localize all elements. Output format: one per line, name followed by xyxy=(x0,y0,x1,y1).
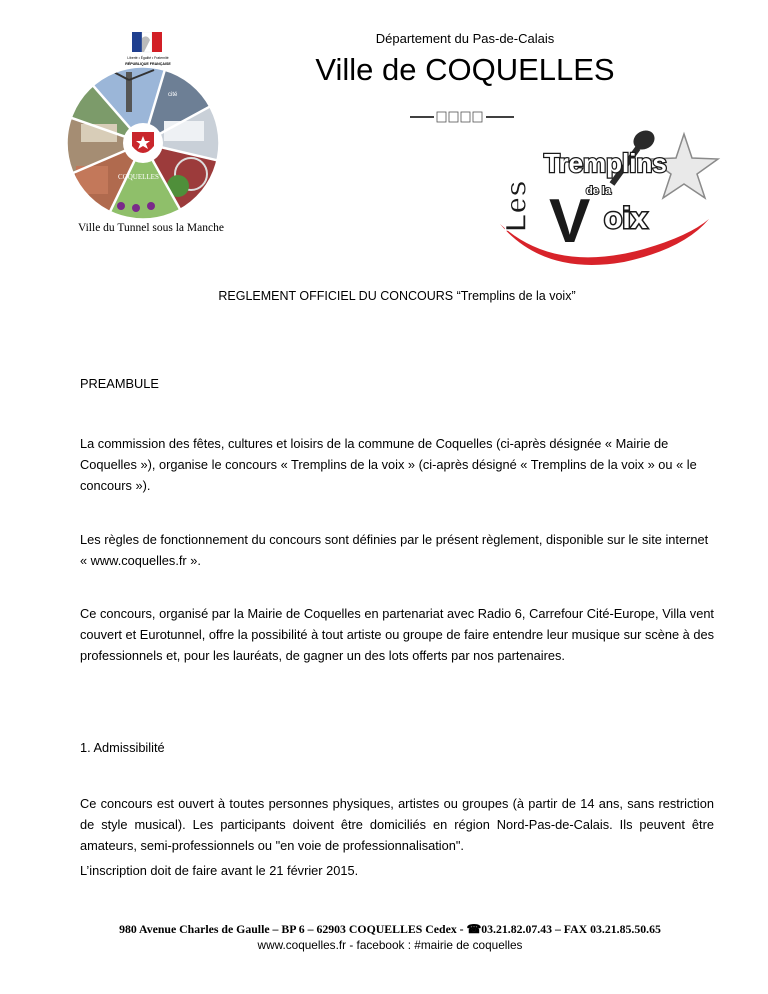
emblem-cite-label: cité xyxy=(168,92,178,98)
tremplins-logo xyxy=(494,124,724,274)
logo-tremplins: Tremplins xyxy=(544,148,667,178)
regulation-title: REGLEMENT OFFICIEL DU CONCOURS “Tremplins de la voix” xyxy=(218,289,576,303)
emblem-coquelles-label: COQUELLES xyxy=(118,173,159,181)
logo-v: V xyxy=(549,187,591,256)
paragraph-eligibility: Ce concours est ouvert à toutes personnes physiques, artistes ou groupes (à partir de 14 ans, sans restriction de style musical). Les participants doivent être domiciliés en région Nord-Pas-de-Calais. Ils peuvent être amateurs, semi-professionnels ou "en voie de professionnalisation". xyxy=(80,796,714,853)
city-tagline: Ville du Tunnel sous la Manche xyxy=(78,222,224,234)
preamble-heading: PREAMBULE xyxy=(80,376,159,391)
city-emblem xyxy=(66,66,220,220)
republic-motto: Liberté • Égalité • Fraternité xyxy=(127,56,169,60)
paragraph-organizer: La commission des fêtes, cultures et loisirs de la commune de Coquelles (ci-après désignée « Mairie de Coquelles »), organise le concours « Tremplins de la voix » (ci-après désigné « Tremplins de la voix » ou « le concours »). xyxy=(80,436,697,493)
title-ornament xyxy=(410,110,520,124)
footer-web: www.coquelles.fr - facebook : #mairie de coquelles xyxy=(257,938,523,952)
paragraph-rules: Les règles de fonctionnement du concours sont définies par le présent règlement, disponible sur le site internet « www.coquelles.fr ». xyxy=(80,532,709,568)
logo-de-la: de la xyxy=(586,185,612,197)
paragraph-partners: Ce concours, organisé par la Mairie de Coquelles en partenariat avec Radio 6, Carrefour Cité-Europe, Villa vent couvert et Eurotunnel, offre la possibilité à tout artiste ou groupe de faire entendre leur musique sur scène à des professionnels et, pour les lauréats, de gagner un des lots offerts par nos partenaires. xyxy=(80,606,714,663)
footer-address: 980 Avenue Charles de Gaulle – BP 6 – 62903 COQUELLES Cedex - ☎03.21.82.07.43 – FAX 03.21.85.50.65 xyxy=(119,922,661,936)
republic-logo xyxy=(120,32,176,68)
logo-oix: oix xyxy=(604,202,648,235)
paragraph-deadline: L’inscription doit de faire avant le 21 février 2015. xyxy=(80,863,359,878)
section-1-heading: 1. Admissibilité xyxy=(80,740,165,755)
city-title: Ville de COQUELLES xyxy=(315,52,615,87)
republic-name: RÉPUBLIQUE FRANÇAISE xyxy=(125,62,171,66)
logo-les: Les xyxy=(500,180,533,232)
department-name: Département du Pas-de-Calais xyxy=(375,31,555,46)
